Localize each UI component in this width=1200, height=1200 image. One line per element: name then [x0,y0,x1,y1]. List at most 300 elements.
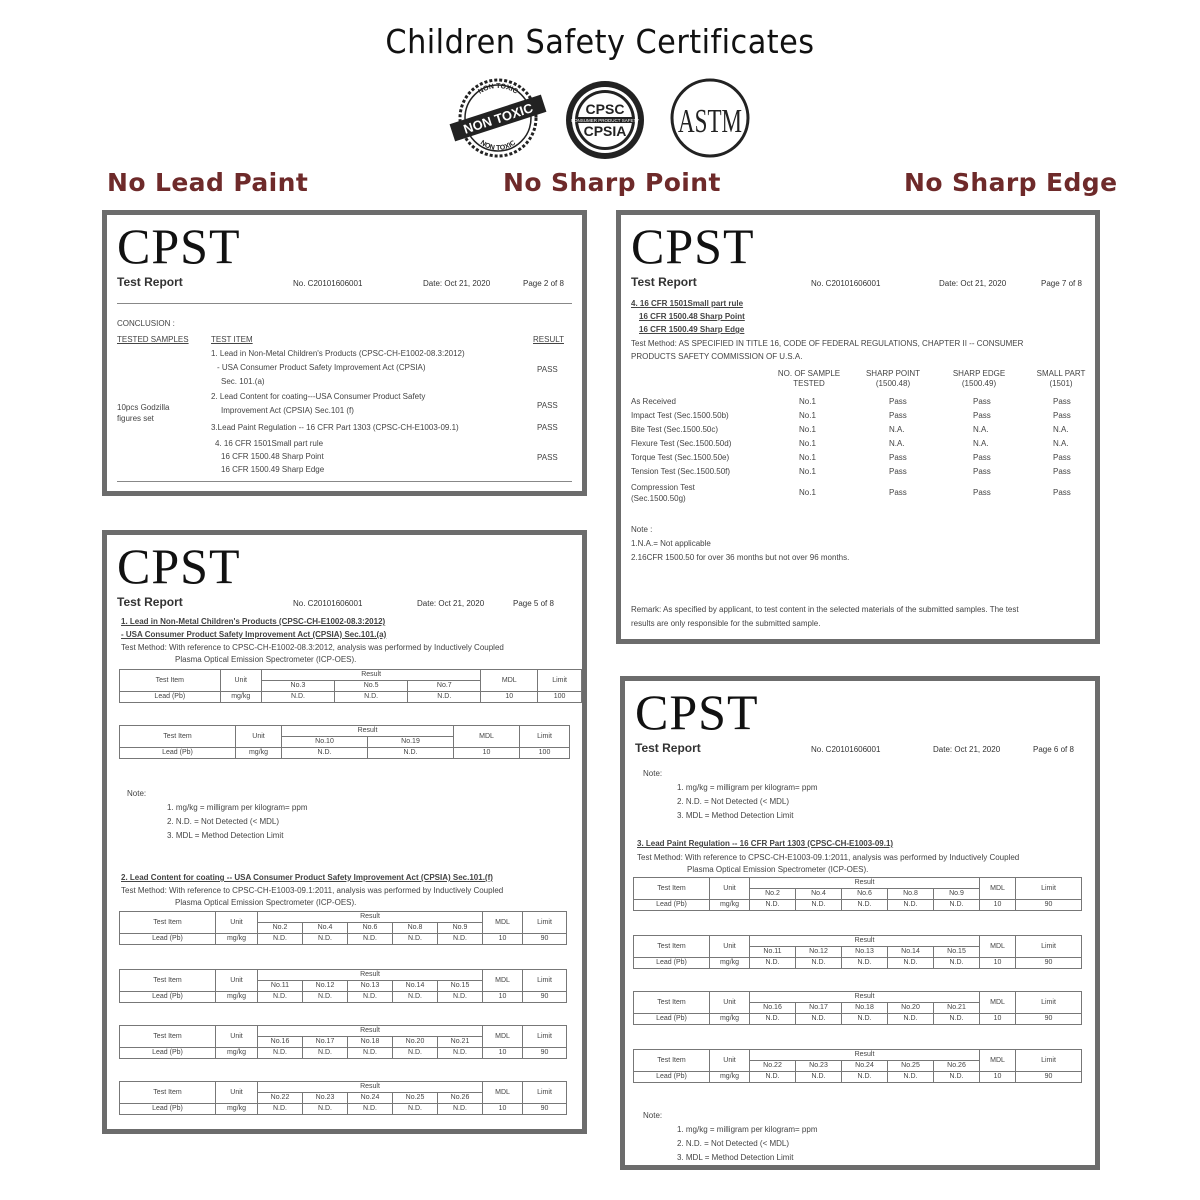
report-title: Test Report [631,275,697,289]
result-value: N.D. [796,1014,842,1025]
sample-id: No.11 [750,947,796,958]
item-line: - USA Consumer Product Safety Improvement Act (CPSIA) [217,363,426,372]
result-value: N.D. [393,934,438,945]
limit-value: 90 [1016,1072,1082,1083]
cpsc-ring-text: CONSUMER PRODUCT SAFETY [570,118,640,123]
sample-id: No.17 [796,1003,842,1014]
test-row-no: No.1 [799,453,816,462]
item-result: PASS [537,423,558,432]
result-value: N.D. [934,1014,980,1025]
table-row [634,936,1082,947]
sample-id: No.25 [393,1093,438,1104]
report-date: Date: Oct 21, 2020 [933,745,1001,754]
limit-value: 90 [1016,1014,1082,1025]
sample-id: No.19 [368,737,454,748]
sample-id: No.18 [348,1037,393,1048]
result-value: N.D. [303,1048,348,1059]
test-row-name: Torque Test (Sec.1500.50e) [631,453,730,462]
test-row-point: Pass [889,488,907,497]
item-line: Improvement Act (CPSIA) Sec.101 (f) [221,406,354,415]
report-number: No. C20101606001 [811,279,881,288]
mdl-value: 10 [980,900,1016,911]
result-value: N.D. [348,1104,393,1115]
test-row-small: Pass [1053,411,1071,420]
mdl-value: 10 [481,692,538,703]
test-row-small: N.A. [1053,439,1069,448]
row-unit: mg/kg [710,958,750,969]
test-row-name: Tension Test (Sec.1500.50f) [631,467,731,476]
result-table [633,877,1082,911]
result-value: N.D. [438,1048,483,1059]
sample-id: No.14 [888,947,934,958]
row-item: Lead (Pb) [120,992,216,1003]
result-table [633,1049,1082,1083]
test-row-name: Flexure Test (Sec.1500.50d) [631,439,732,448]
table-row [634,878,1082,889]
result-value: N.D. [934,900,980,911]
test-row-no: No.1 [799,425,816,434]
limit-value: 90 [1016,958,1082,969]
note-line: 2. N.D. = Not Detected (< MDL) [677,797,790,806]
test-row-no: No.1 [799,439,816,448]
sample-id: No.22 [750,1061,796,1072]
sample-id: No.24 [842,1061,888,1072]
test-row-name: Compression Test [631,483,695,492]
remark-line: Remark: As specified by applicant, to test content in the selected materials of the submitted samples. The test [631,605,1019,614]
note-label: Note: [127,789,147,798]
sample-id: No.12 [303,981,348,992]
result-value: N.D. [796,900,842,911]
item-line: Sec. 101.(a) [221,377,265,386]
cpst-logo: CPST [117,218,241,274]
result-value: N.D. [348,992,393,1003]
cpsc-cpsia-badge [563,78,647,162]
result-value: N.D. [438,992,483,1003]
sample-id: No.7 [408,681,481,692]
row-unit: mg/kg [710,900,750,911]
report-title: Test Report [117,275,183,289]
note-label: Note: [643,1111,663,1120]
result-value: N.D. [888,1014,934,1025]
result-value: N.D. [842,958,888,969]
col-test-item: TEST ITEM [211,335,253,344]
row-unit: mg/kg [216,1048,258,1059]
result-value: N.D. [258,1104,303,1115]
table-row [634,1072,1082,1083]
result-value: N.D. [842,1072,888,1083]
test-row-edge: Pass [973,411,991,420]
sample-id: No.6 [842,889,888,900]
header-unit: Unit [216,970,258,992]
test-method: PRODUCTS SAFETY COMMISSION OF U.S.A. [631,352,803,361]
item-line: 3.Lead Paint Regulation -- 16 CFR Part 1303 (CPSC-CH-E1003-09.1) [211,423,459,432]
test-method: Plasma Optical Emission Spectrometer (ICP-OES). [175,898,357,907]
test-row-no: No.1 [799,397,816,406]
report-conclusion-page [102,210,587,496]
table-row [634,900,1082,911]
limit-value: 90 [523,1048,567,1059]
note-label: Note: [643,769,663,778]
result-value: N.D. [842,900,888,911]
result-value: N.D. [348,1048,393,1059]
test-row-edge: N.A. [973,439,989,448]
header-result: Result [750,1050,980,1061]
test-row-no: No.1 [799,411,816,420]
test-row-small: Pass [1053,467,1071,476]
header-mdl: MDL [454,726,520,748]
note-line: 2.16CFR 1500.50 for over 36 months but not over 96 months. [631,553,850,562]
sample-id: No.24 [348,1093,393,1104]
test-row-small: N.A. [1053,425,1069,434]
header-test-item: Test Item [120,1026,216,1048]
sample-id: No.2 [750,889,796,900]
header-unit: Unit [216,1026,258,1048]
header-mdl: MDL [483,970,523,992]
col-header: SMALL PART (1501) [1036,369,1086,388]
header-result: Result [261,670,481,681]
header-limit: Limit [538,670,582,692]
result-value: N.D. [258,992,303,1003]
item-result: PASS [537,453,558,462]
result-value: N.D. [750,958,796,969]
result-value: N.D. [888,958,934,969]
report-lead-content-page [102,530,587,1134]
result-value: N.D. [393,992,438,1003]
result-value: N.D. [842,1014,888,1025]
section-title: 4. 16 CFR 1501Small part rule [631,299,744,308]
header-result: Result [258,1082,483,1093]
test-row-edge: Pass [973,453,991,462]
header-limit: Limit [1016,878,1082,900]
cpst-logo: CPST [117,538,241,594]
header-test-item: Test Item [634,936,710,958]
header-result: Result [258,912,483,923]
note-line: 2. N.D. = Not Detected (< MDL) [677,1139,790,1148]
col-tested-samples: TESTED SAMPLES [117,335,189,344]
item-result: PASS [537,401,558,410]
test-method: Test Method: With reference to CPSC-CH-E1003-09.1:2011, analysis was performed by Inductively Coupled [121,886,504,895]
result-value: N.D. [934,958,980,969]
result-value: N.D. [393,1048,438,1059]
header-unit: Unit [710,992,750,1014]
test-row-edge: Pass [973,488,991,497]
result-value: N.D. [258,934,303,945]
sample-id: No.22 [258,1093,303,1104]
row-unit: mg/kg [710,1014,750,1025]
row-item: Lead (Pb) [120,1104,216,1115]
header-test-item: Test Item [120,912,216,934]
item-line: 2. Lead Content for coating---USA Consumer Product Safety [211,392,426,401]
header-limit: Limit [523,912,567,934]
row-item: Lead (Pb) [120,1048,216,1059]
header-mdl: MDL [483,912,523,934]
section-title: 1. Lead in Non-Metal Children's Products (CPSC-CH-E1002-08.3:2012) [121,617,386,626]
sample-id: No.8 [888,889,934,900]
sample-id: No.18 [842,1003,888,1014]
limit-value: 90 [523,1104,567,1115]
note-line: 1. mg/kg = milligram per kilogram= ppm [167,803,308,812]
sample-id: No.16 [750,1003,796,1014]
mdl-value: 10 [980,1014,1016,1025]
test-row-no: No.1 [799,467,816,476]
page-number: Page 6 of 8 [1033,745,1074,754]
result-table [119,969,567,1003]
header-mdl: MDL [980,1050,1016,1072]
sample-id: No.6 [348,923,393,934]
test-method: Plasma Optical Emission Spectrometer (ICP-OES). [175,655,357,664]
section-title: 16 CFR 1500.49 Sharp Edge [639,325,745,334]
table-row [634,958,1082,969]
sample-id: No.4 [303,923,348,934]
cpst-logo: CPST [631,218,755,274]
test-row-name: Bite Test (Sec.1500.50c) [631,425,719,434]
result-value: N.D. [335,692,408,703]
header-limit: Limit [1016,1050,1082,1072]
report-number: No. C20101606001 [293,599,363,608]
result-value: N.D. [750,1014,796,1025]
table-row [120,1104,567,1115]
header-mdl: MDL [483,1026,523,1048]
page-title: Children Safety Certificates [385,22,815,61]
mdl-value: 10 [454,748,520,759]
col-header: NO. OF SAMPLE TESTED [777,369,841,388]
note-line: 1. mg/kg = milligram per kilogram= ppm [677,783,818,792]
test-row-point: N.A. [889,439,905,448]
sample-id: No.13 [842,947,888,958]
test-row-small: Pass [1053,397,1071,406]
result-value: N.D. [303,1104,348,1115]
table-row [120,1082,567,1093]
header-limit: Limit [523,970,567,992]
sample-id: No.9 [438,923,483,934]
header-unit: Unit [710,1050,750,1072]
result-value: N.D. [888,1072,934,1083]
test-row-no: No.1 [799,488,816,497]
test-row-edge: N.A. [973,425,989,434]
sample-id: No.15 [438,981,483,992]
report-date: Date: Oct 21, 2020 [423,279,491,288]
table-row [120,934,567,945]
header-test-item: Test Item [120,726,236,748]
header-result: Result [282,726,454,737]
page-number: Page 2 of 8 [523,279,564,288]
row-unit: mg/kg [236,748,282,759]
mdl-value: 10 [483,992,523,1003]
header-limit: Limit [1016,936,1082,958]
result-value: N.D. [438,934,483,945]
header-unit: Unit [236,726,282,748]
report-number: No. C20101606001 [293,279,363,288]
sample-id: No.16 [258,1037,303,1048]
non-toxic-badge [446,76,550,160]
header-unit: Unit [220,670,261,692]
report-lead-paint-page [620,676,1100,1170]
non-toxic-top-text: NON TOXIC [477,82,519,96]
report-number: No. C20101606001 [811,745,881,754]
result-value: N.D. [303,934,348,945]
note-line: 3. MDL = Method Detection Limit [677,1153,794,1162]
header-result: Result [258,970,483,981]
remark-line: results are only responsible for the submitted sample. [631,619,821,628]
sample-id: No.12 [796,947,842,958]
item-result: PASS [537,365,558,374]
table-row [120,692,582,703]
result-value: N.D. [348,934,393,945]
header-unit: Unit [710,878,750,900]
sample-id: No.4 [796,889,842,900]
non-toxic-main-text: NON TOXIC [461,100,535,137]
item-line: 16 CFR 1500.49 Sharp Edge [221,465,325,474]
header-test-item: Test Item [120,1082,216,1104]
header-limit: Limit [523,1082,567,1104]
heading-no-lead-paint: No Lead Paint [107,168,309,197]
result-table [119,725,570,759]
result-value: N.D. [393,1104,438,1115]
section-title: 3. Lead Paint Regulation -- 16 CFR Part 1303 (CPSC-CH-E1003-09.1) [637,839,894,848]
test-row-edge: Pass [973,397,991,406]
header-result: Result [750,992,980,1003]
note-line: 2. N.D. = Not Detected (< MDL) [167,817,280,826]
header-result: Result [258,1026,483,1037]
sample-id: No.20 [888,1003,934,1014]
sample-id: No.21 [934,1003,980,1014]
section-title: 16 CFR 1500.48 Sharp Point [639,312,745,321]
table-row [120,748,570,759]
result-value: N.D. [261,692,334,703]
test-row-edge: Pass [973,467,991,476]
header-result: Result [750,936,980,947]
result-table [119,1081,567,1115]
header-limit: Limit [1016,992,1082,1014]
result-value: N.D. [888,900,934,911]
header-test-item: Test Item [634,1050,710,1072]
test-method: Plasma Optical Emission Spectrometer (ICP-OES). [687,865,869,874]
sample-id: No.21 [438,1037,483,1048]
svg-text:NON TOXIC [479,139,517,152]
report-title: Test Report [117,595,183,609]
limit-value: 90 [523,992,567,1003]
sample-id: No.13 [348,981,393,992]
sample-id: No.26 [438,1093,483,1104]
note-line: 1. mg/kg = milligram per kilogram= ppm [677,1125,818,1134]
col-result: RESULT [533,335,564,344]
limit-value: 100 [538,692,582,703]
sample-id: No.8 [393,923,438,934]
sample-id: No.11 [258,981,303,992]
sample-name: figures set [117,414,154,423]
header-limit: Limit [523,1026,567,1048]
item-line: 4. 16 CFR 1501Small part rule [215,439,324,448]
test-row-name: (Sec.1500.50g) [631,494,686,503]
limit-value: 90 [1016,900,1082,911]
mdl-value: 10 [980,1072,1016,1083]
header-unit: Unit [710,936,750,958]
report-small-parts-page [616,210,1100,644]
result-value: N.D. [303,992,348,1003]
result-value: N.D. [750,1072,796,1083]
header-result: Result [750,878,980,889]
table-row [634,992,1082,1003]
col-header: SHARP EDGE (1500.49) [952,369,1006,388]
result-value: N.D. [438,1104,483,1115]
row-unit: mg/kg [216,934,258,945]
cpsia-text: CPSIA [583,123,627,139]
header-unit: Unit [216,1082,258,1104]
row-unit: mg/kg [710,1072,750,1083]
mdl-value: 10 [483,1104,523,1115]
note-line: 3. MDL = Method Detection Limit [167,831,284,840]
note-line: 1.N.A.= Not applicable [631,539,711,548]
test-method: Test Method: With reference to CPSC-CH-E1002-08.3:2012, analysis was performed by Inductively Coupled [121,643,504,652]
row-item: Lead (Pb) [120,692,221,703]
header-mdl: MDL [483,1082,523,1104]
heading-no-sharp-edge: No Sharp Edge [904,168,1118,197]
row-unit: mg/kg [220,692,261,703]
sample-id: No.5 [335,681,408,692]
test-method: Test Method: With reference to CPSC-CH-E1003-09.1:2011, analysis was performed by Inductively Coupled [637,853,1020,862]
table-row [120,970,567,981]
table-row [634,1050,1082,1061]
header-unit: Unit [216,912,258,934]
result-table [119,669,582,703]
test-method: Test Method: AS SPECIFIED IN TITLE 16, CODE OF FEDERAL REGULATIONS, CHAPTER II -- CONSUMER [631,339,1024,348]
test-row-small: Pass [1053,488,1071,497]
row-item: Lead (Pb) [634,1072,710,1083]
result-table [119,911,567,945]
note-label: Note : [631,525,653,534]
result-value: N.D. [796,958,842,969]
sample-id: No.10 [282,737,368,748]
result-value: N.D. [368,748,454,759]
test-row-name: Impact Test (Sec.1500.50b) [631,411,729,420]
result-value: N.D. [408,692,481,703]
mdl-value: 10 [980,958,1016,969]
result-value: N.D. [258,1048,303,1059]
result-table [633,991,1082,1025]
mdl-value: 10 [483,1048,523,1059]
col-header: SHARP POINT (1500.48) [865,369,921,388]
header-mdl: MDL [980,992,1016,1014]
result-value: N.D. [796,1072,842,1083]
table-row [120,1048,567,1059]
row-unit: mg/kg [216,1104,258,1115]
astm-text: ASTM [678,103,742,140]
section-title: - USA Consumer Product Safety Improvement Act (CPSIA) Sec.101.(a) [121,630,387,639]
sample-id: No.9 [934,889,980,900]
row-item: Lead (Pb) [120,934,216,945]
test-row-point: Pass [889,411,907,420]
sample-id: No.23 [303,1093,348,1104]
svg-text:NON TOXIC [477,83,519,96]
limit-value: 100 [520,748,570,759]
header-test-item: Test Item [634,878,710,900]
item-line: 1. Lead in Non-Metal Children's Products (CPSC-CH-E1002-08.3:2012) [211,349,465,358]
header-mdl: MDL [980,936,1016,958]
section-title: 2. Lead Content for coating -- USA Consumer Product Safety Improvement Act (CPSIA) Sec.101.(f) [121,873,493,882]
sample-id: No.15 [934,947,980,958]
table-row [120,912,567,923]
header-mdl: MDL [481,670,538,692]
test-row-name: As Received [631,397,676,406]
result-value: N.D. [934,1072,980,1083]
header-test-item: Test Item [120,670,221,692]
test-row-point: Pass [889,467,907,476]
mdl-value: 10 [483,934,523,945]
page-number: Page 7 of 8 [1041,279,1082,288]
header-test-item: Test Item [634,992,710,1014]
report-date: Date: Oct 21, 2020 [939,279,1007,288]
cpsc-text: CPSC [585,101,625,117]
